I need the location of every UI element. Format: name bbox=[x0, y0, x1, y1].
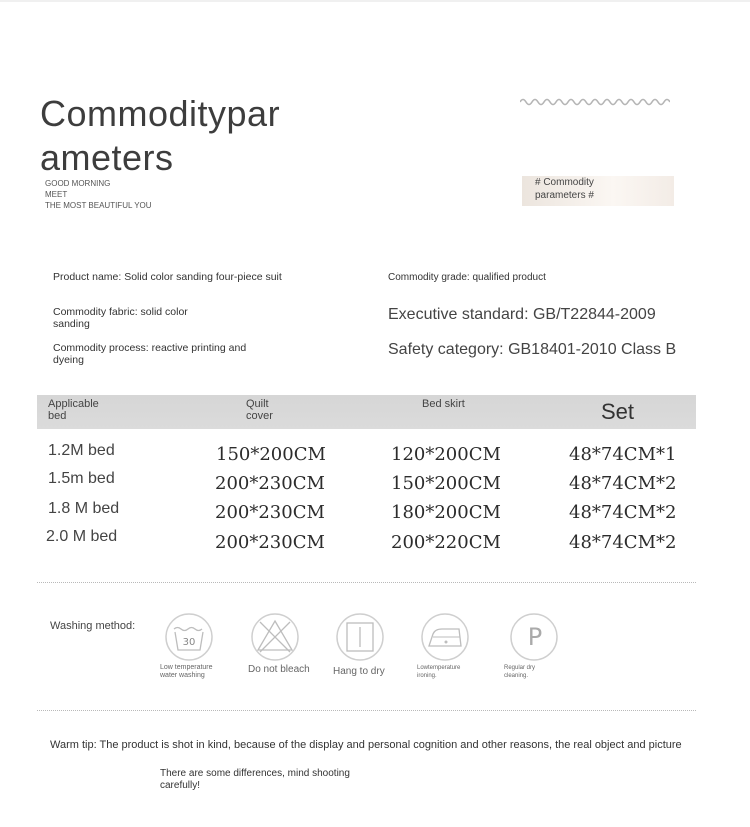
hang-dry-icon bbox=[335, 612, 385, 662]
tagline-line-2: MEET bbox=[45, 190, 68, 199]
tagline-line-1: GOOD MORNING bbox=[45, 179, 111, 188]
table-row-1-bed: 1.2M bed bbox=[48, 442, 115, 459]
warm-tip-continued: There are some differences, mind shooting carefully! bbox=[160, 768, 350, 791]
dry-clean-icon bbox=[509, 612, 559, 662]
table-row-2-set: 48*74CM*2 bbox=[569, 473, 677, 494]
table-row-4-skirt: 200*220CM bbox=[391, 532, 501, 553]
commodity-process: Commodity process: reactive printing and dyeing bbox=[53, 342, 247, 366]
header-applicable-bed: Applicable bed bbox=[48, 398, 99, 422]
table-row-1-quilt: 150*200CM bbox=[216, 444, 326, 465]
divider-1 bbox=[37, 582, 696, 583]
executive-standard: Executive standard: GB/T22844-2009 bbox=[388, 306, 656, 323]
top-divider bbox=[0, 0, 750, 2]
table-row-2-bed: 1.5m bed bbox=[48, 470, 115, 487]
svg-text:30: 30 bbox=[182, 637, 196, 648]
tagline bbox=[45, 178, 152, 211]
product-name: Product name: Solid color sanding four-piece suit bbox=[53, 271, 282, 283]
table-row-1-set: 48*74CM*1 bbox=[569, 444, 677, 465]
page-title: Commodityparameters bbox=[40, 93, 281, 178]
do-not-bleach-icon bbox=[250, 612, 300, 662]
header-set: Set bbox=[601, 399, 635, 424]
low-iron-caption: Lowtemperature ironing. bbox=[417, 665, 461, 679]
divider-2 bbox=[37, 710, 696, 711]
svg-text:P: P bbox=[527, 623, 543, 651]
header-bed-skirt: Bed skirt bbox=[422, 398, 465, 410]
wash-30-caption: Low temperature water washing bbox=[160, 664, 213, 679]
table-row-4-set: 48*74CM*2 bbox=[569, 532, 677, 553]
table-header bbox=[37, 395, 696, 429]
washing-method-label: Washing method: bbox=[50, 620, 136, 632]
warm-tip: Warm tip: The product is shot in kind, because of the display and personal cognition and other reasons, the real object and picture bbox=[50, 739, 682, 751]
table-row-3-set: 48*74CM*2 bbox=[569, 502, 677, 523]
wave-decoration-icon bbox=[520, 96, 670, 108]
section-tag-line-1: # Commodity bbox=[535, 177, 594, 188]
commodity-fabric: Commodity fabric: solid color sanding bbox=[53, 306, 188, 330]
table-row-1-skirt: 120*200CM bbox=[391, 444, 501, 465]
dry-clean-caption: Regular dry cleaning. bbox=[504, 665, 536, 679]
section-tag bbox=[522, 176, 674, 206]
table-row-4-bed: 2.0 M bed bbox=[46, 528, 118, 545]
header-quilt-cover: Quilt cover bbox=[246, 398, 273, 422]
do-not-bleach-caption: Do not bleach bbox=[248, 664, 310, 675]
wash-30-icon bbox=[164, 612, 214, 662]
safety-category: Safety category: GB18401-2010 Class B bbox=[388, 341, 677, 358]
table-row-3-bed: 1.8 M bed bbox=[48, 500, 120, 517]
table-row-2-quilt: 200*230CM bbox=[215, 473, 325, 494]
hang-dry-caption: Hang to dry bbox=[333, 666, 385, 677]
section-tag-line-2: parameters # bbox=[535, 190, 594, 201]
tagline-line-3: THE MOST BEAUTIFUL YOU bbox=[45, 201, 152, 210]
table-row-4-quilt: 200*230CM bbox=[215, 532, 325, 553]
low-iron-icon bbox=[420, 612, 470, 662]
commodity-grade: Commodity grade: qualified product bbox=[388, 272, 546, 283]
table-row-3-quilt: 200*230CM bbox=[215, 502, 325, 523]
table-row-2-skirt: 150*200CM bbox=[391, 473, 501, 494]
table-row-3-skirt: 180*200CM bbox=[391, 502, 501, 523]
